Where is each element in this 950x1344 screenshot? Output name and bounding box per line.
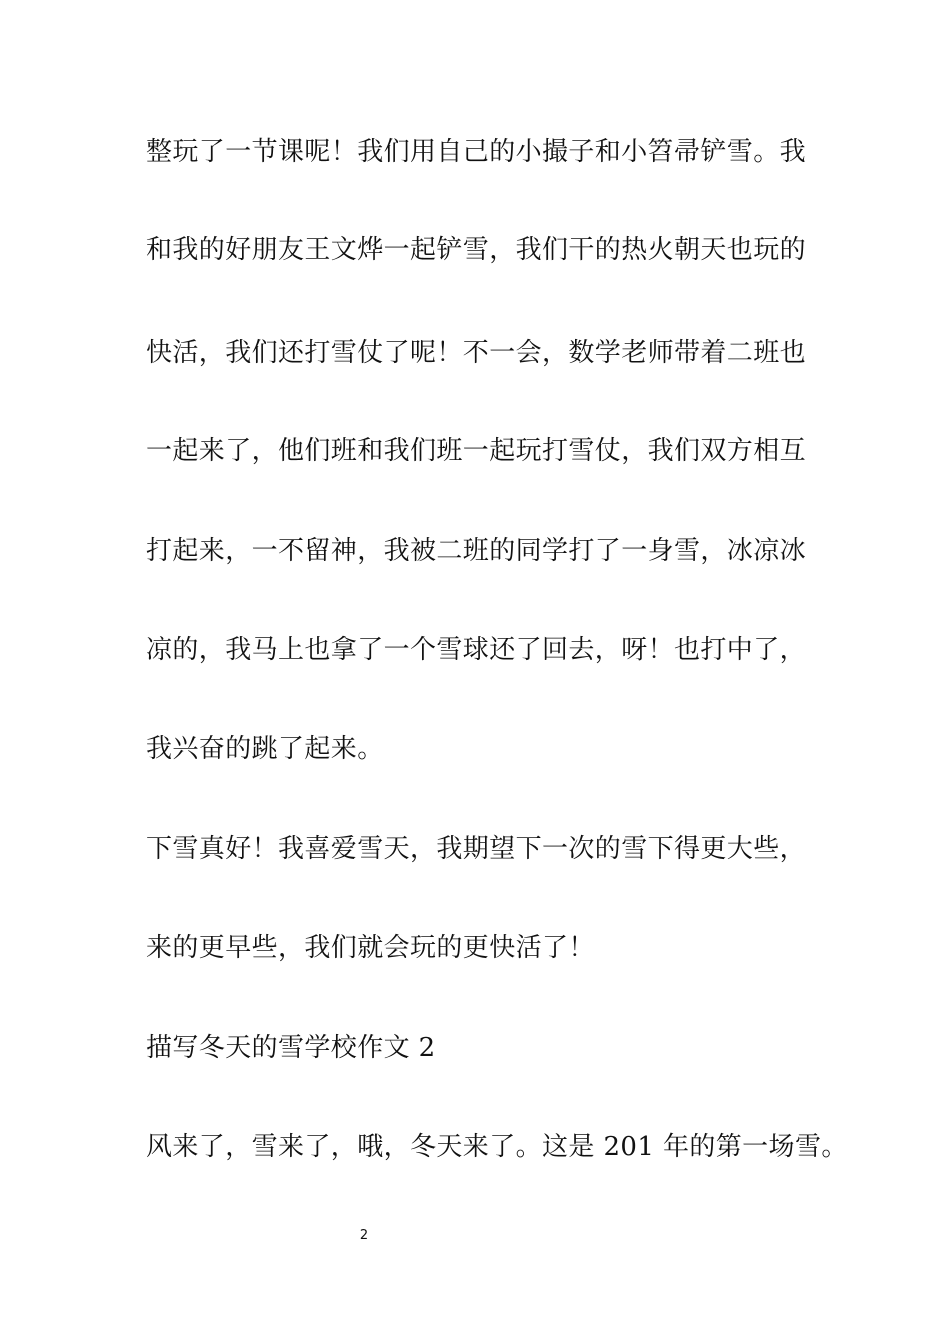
section-heading: 描写冬天的雪学校作文 2 [146, 1033, 436, 1063]
paragraph-line: 和我的好朋友王文烨一起铲雪，我们干的热火朝天也玩的 [146, 235, 807, 265]
paragraph-line: 凉的，我马上也拿了一个雪球还了回去，呀！也打中了， [146, 635, 807, 665]
paragraph-line: 来的更早些，我们就会玩的更快活了！ [146, 933, 595, 963]
page-number: 2 [359, 1228, 369, 1243]
paragraph-line: 整玩了一节课呢！我们用自己的小撮子和小笤帚铲雪。我 [146, 137, 807, 167]
paragraph-line: 风来了，雪来了，哦，冬天来了。这是 201 年的第一场雪。 [146, 1132, 848, 1162]
paragraph-line: 打起来，一不留神，我被二班的同学打了一身雪，冰凉冰 [146, 536, 807, 566]
paragraph-line: 一起来了，他们班和我们班一起玩打雪仗，我们双方相互 [146, 436, 807, 466]
paragraph-line: 我兴奋的跳了起来。 [146, 734, 384, 764]
paragraph-line: 下雪真好！我喜爱雪天，我期望下一次的雪下得更大些， [146, 834, 807, 864]
paragraph-line: 快活，我们还打雪仗了呢！不一会，数学老师带着二班也 [146, 338, 807, 368]
